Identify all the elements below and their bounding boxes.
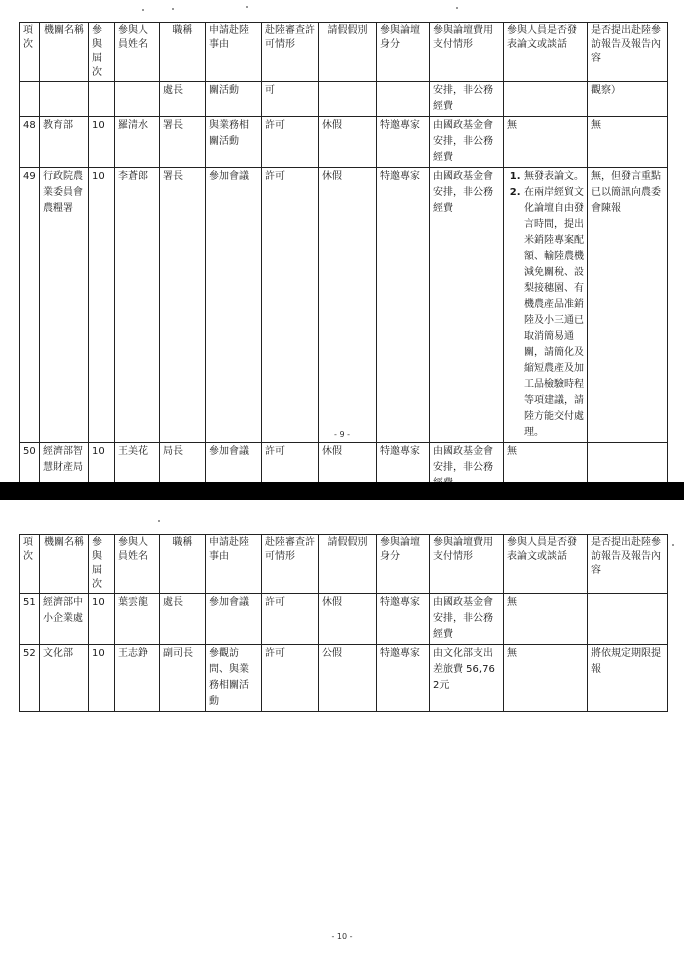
header-leave: 請假假別 [319, 23, 377, 82]
cell-sessions: 10 [89, 594, 115, 645]
cell-sessions: 10 [89, 645, 115, 712]
cell-role: 特邀專家 [377, 443, 430, 494]
header-name: 參與人員姓名 [115, 23, 160, 82]
cell-title: 處長 [160, 82, 206, 117]
cell-funding: 由文化部支出差旅費 56,762元 [430, 645, 504, 712]
delegation-table-page-9 [19, 22, 668, 494]
scan-speck [246, 6, 248, 8]
page-divider [0, 482, 684, 500]
cell-leave: 公假 [319, 645, 377, 712]
header-paper: 參與人員是否發表論文或談話 [504, 23, 588, 82]
cell-no: 48 [20, 117, 40, 168]
cell-report: 無，但發言重點已以簡訊向農委會陳報 [588, 168, 668, 443]
cell-funding: 安排，非公務經費 [430, 82, 504, 117]
header-title: 職稱 [160, 23, 206, 82]
cell-reason: 參加會議 [206, 168, 262, 443]
header-name: 參與人員姓名 [115, 535, 160, 594]
header-sessions: 參與屆次 [89, 535, 115, 594]
cell-report: 無 [588, 117, 668, 168]
delegation-table-page-10 [19, 534, 668, 712]
cell-no [20, 82, 40, 117]
cell-sessions: 10 [89, 168, 115, 443]
cell-title: 署長 [160, 117, 206, 168]
header-no: 項次 [20, 535, 40, 594]
cell-agency: 經濟部智慧財產局 [40, 443, 89, 494]
cell-name: 葉雲龍 [115, 594, 160, 645]
header-role: 參與論壇身分 [377, 535, 430, 594]
remark-item: 1. 無發表論文。 [524, 169, 584, 185]
cell-sessions [89, 82, 115, 117]
cell-paper: 無 [504, 117, 588, 168]
table-row [20, 168, 668, 443]
scan-speck [672, 544, 674, 546]
cell-role [377, 82, 430, 117]
cell-approval: 許可 [262, 645, 319, 712]
cell-reason: 參加會議 [206, 594, 262, 645]
page-number: - 10 - [331, 932, 353, 941]
cell-sessions: 10 [89, 443, 115, 494]
cell-funding: 由國政基金會安排，非公務經費 [430, 168, 504, 443]
document-page-10 [0, 500, 684, 960]
cell-reason: 參加會議 [206, 443, 262, 494]
table-row [20, 117, 668, 168]
header-role: 參與論壇身分 [377, 23, 430, 82]
cell-funding: 由國政基金會安排，非公務經費 [430, 117, 504, 168]
cell-reason: 關活動 [206, 82, 262, 117]
cell-leave: 休假 [319, 117, 377, 168]
header-reason: 申請赴陸事由 [206, 23, 262, 82]
scan-speck [172, 8, 174, 10]
cell-approval: 可 [262, 82, 319, 117]
scan-speck [142, 9, 144, 11]
cell-agency [40, 82, 89, 117]
cell-no: 50 [20, 443, 40, 494]
cell-paper [504, 168, 588, 443]
header-funding: 參與論壇費用支付情形 [430, 535, 504, 594]
table-row [20, 645, 668, 712]
remark-item: 2. 在兩岸經貿文化論壇自由發言時間，提出米銷陸專案配額、輸陸農機減免關稅、設梨接穗園、有機農產品准銷陸及小三通已取消簡易通關，請簡化及縮短農產及加工品檢驗時程等項建議，請陸方能交付處理。 [524, 185, 584, 441]
cell-title: 局長 [160, 443, 206, 494]
cell-approval: 許可 [262, 168, 319, 443]
cell-title: 副司長 [160, 645, 206, 712]
header-paper: 參與人員是否發表論文或談話 [504, 535, 588, 594]
remarks-list [507, 169, 584, 441]
page-number: - 9 - [334, 430, 350, 439]
scan-speck [158, 520, 160, 522]
cell-agency: 行政院農業委員會農糧署 [40, 168, 89, 443]
cell-reason: 參觀訪問、與業務相關活動 [206, 645, 262, 712]
cell-name [115, 82, 160, 117]
cell-name: 王美花 [115, 443, 160, 494]
cell-role: 特邀專家 [377, 117, 430, 168]
header-leave: 請假假別 [319, 535, 377, 594]
header-title: 職稱 [160, 535, 206, 594]
cell-report: 觀察） [588, 82, 668, 117]
header-sessions: 參與屆次 [89, 23, 115, 82]
cell-name: 羅清水 [115, 117, 160, 168]
header-approval: 赴陸審查許可情形 [262, 23, 319, 82]
header-funding: 參與論壇費用支付情形 [430, 23, 504, 82]
header-agency: 機關名稱 [40, 23, 89, 82]
header-approval: 赴陸審查許可情形 [262, 535, 319, 594]
cell-role: 特邀專家 [377, 168, 430, 443]
cell-report [588, 594, 668, 645]
cell-sessions: 10 [89, 117, 115, 168]
cell-name: 李蒼郎 [115, 168, 160, 443]
cell-approval: 許可 [262, 443, 319, 494]
cell-paper [504, 82, 588, 117]
scan-speck [456, 7, 458, 9]
cell-agency: 教育部 [40, 117, 89, 168]
cell-title: 處長 [160, 594, 206, 645]
table-header-row [20, 23, 668, 82]
cell-title: 署長 [160, 168, 206, 443]
table-row-continued [20, 82, 668, 117]
cell-name: 王志錚 [115, 645, 160, 712]
cell-leave [319, 82, 377, 117]
cell-no: 51 [20, 594, 40, 645]
cell-funding: 由國政基金會安排，非公務經費 [430, 594, 504, 645]
cell-no: 52 [20, 645, 40, 712]
cell-role: 特邀專家 [377, 594, 430, 645]
cell-paper: 無 [504, 443, 588, 494]
cell-approval: 許可 [262, 594, 319, 645]
cell-agency: 文化部 [40, 645, 89, 712]
table-header-row [20, 535, 668, 594]
cell-no: 49 [20, 168, 40, 443]
header-report: 是否提出赴陸參訪報告及報告內容 [588, 535, 668, 594]
cell-leave: 休假 [319, 594, 377, 645]
header-report: 是否提出赴陸參訪報告及報告內容 [588, 23, 668, 82]
header-no: 項次 [20, 23, 40, 82]
cell-approval: 許可 [262, 117, 319, 168]
cell-paper: 無 [504, 594, 588, 645]
cell-reason: 與業務相關活動 [206, 117, 262, 168]
header-reason: 申請赴陸事由 [206, 535, 262, 594]
table-row [20, 594, 668, 645]
cell-leave: 休假 [319, 443, 377, 494]
cell-report: 將依規定期限提報 [588, 645, 668, 712]
cell-funding: 由國政基金會安排，非公務 [430, 443, 504, 494]
cell-paper: 無 [504, 645, 588, 712]
cell-role: 特邀專家 [377, 645, 430, 712]
header-agency: 機關名稱 [40, 535, 89, 594]
cell-leave: 休假 [319, 168, 377, 443]
cell-agency: 經濟部中小企業處 [40, 594, 89, 645]
